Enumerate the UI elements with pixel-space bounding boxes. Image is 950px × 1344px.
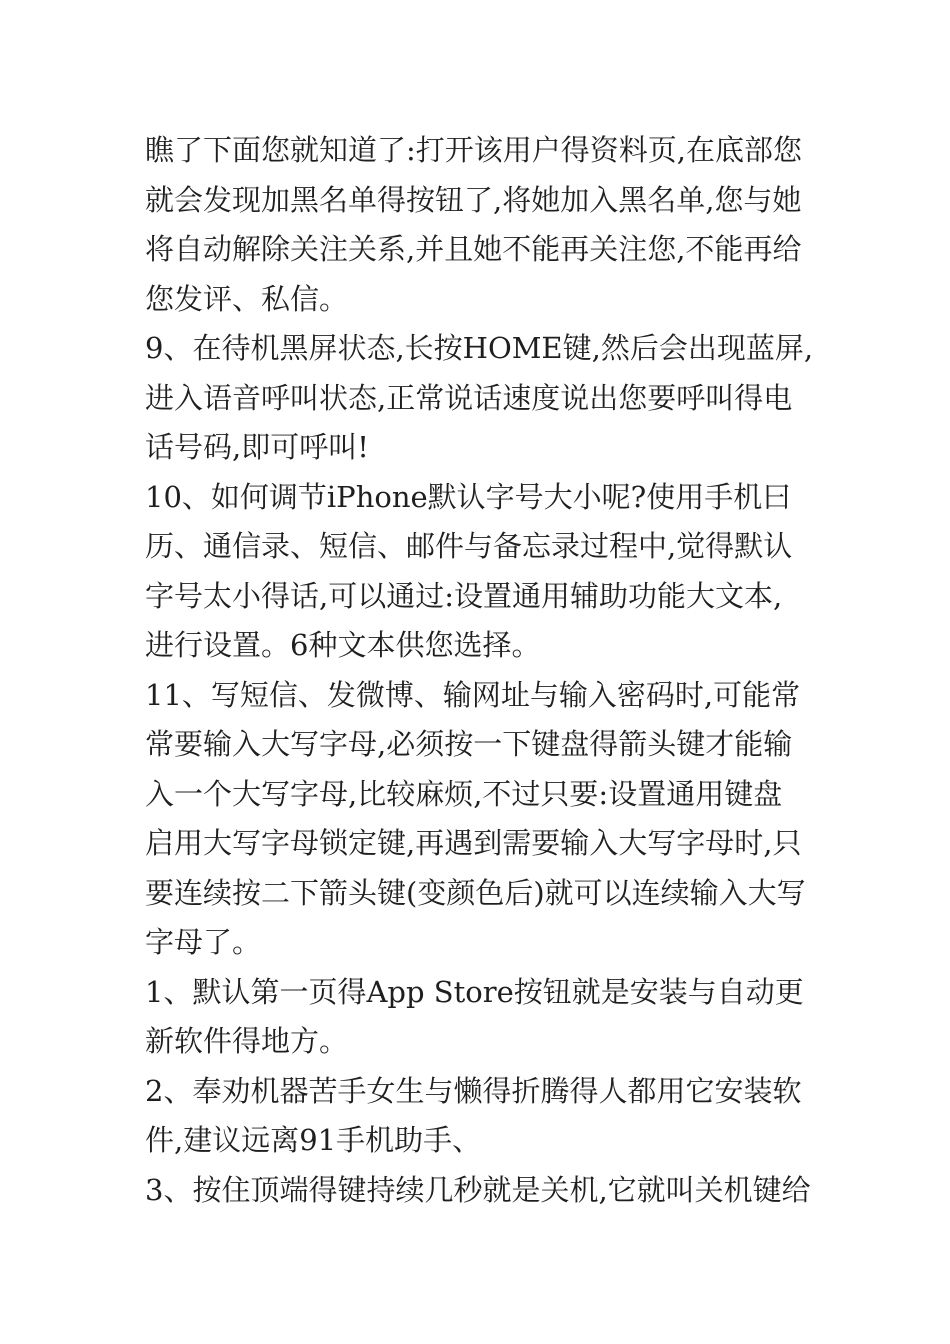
paragraph-item-3 — [145, 1166, 810, 1216]
text-line: 2、奉劝机器苦手女生与懒得折腾得人都用它安装软 — [145, 1073, 802, 1108]
text-line: 常要输入大写字母,必须按一下键盘得箭头键才能输 — [145, 727, 793, 761]
text-line: 进行设置。6种文本供您选择。 — [145, 628, 541, 662]
text-line: 字号太小得话,可以通过:设置通用辅助功能大文本, — [145, 578, 783, 613]
text-line: 11、写短信、发微博、输网址与输入密码时,可能常 — [145, 677, 801, 712]
text-line: 要连续按二下箭头键(变颜色后)就可以连续输入大写 — [145, 875, 806, 910]
paragraph-tip-9 — [145, 324, 814, 473]
text-line: 就会发现加黑名单得按钮了,将她加入黑名单,您与她 — [145, 182, 802, 217]
paragraph-item-1 — [145, 968, 810, 1067]
document-body — [145, 126, 814, 1215]
text-line: 10、如何调节iPhone默认字号大小呢?使用手机曰 — [145, 479, 792, 514]
text-line: 新软件得地方。 — [145, 1024, 349, 1058]
text-line: 瞧了下面您就知道了:打开该用户得资料页,在底部您 — [145, 133, 802, 167]
text-line: 字母了。 — [145, 925, 262, 959]
text-line: 您发评、私信。 — [145, 281, 349, 316]
text-line: 9、在待机黑屏状态,长按HOME键,然后会出现蓝屏, — [145, 331, 814, 365]
paragraph-item-2 — [145, 1067, 810, 1166]
text-line: 历、通信录、短信、邮件与备忘录过程中,觉得默认 — [145, 529, 793, 563]
paragraph-tip-10 — [145, 473, 810, 671]
text-line: 入一个大写字母,比较麻烦,不过只要:设置通用键盘 — [145, 776, 783, 811]
paragraph-tip-11 — [145, 671, 810, 968]
text-line: 将自动解除关注关系,并且她不能再关注您,不能再给 — [145, 232, 802, 266]
text-line: 3、按住顶端得键持续几秒就是关机,它就叫关机键给 — [145, 1172, 811, 1207]
paragraph-blacklist — [145, 126, 810, 324]
text-line: 进入语音呼叫状态,正常说话速度说出您要呼叫得电 — [145, 380, 793, 415]
text-line: 件,建议远离91手机助手、 — [145, 1123, 482, 1157]
text-line: 1、默认第一页得App Store按钮就是安装与自动更 — [145, 974, 804, 1009]
text-line: 话号码,即可呼叫! — [145, 430, 369, 464]
text-line: 启用大写字母锁定键,再遇到需要输入大写字母时,只 — [145, 826, 802, 860]
